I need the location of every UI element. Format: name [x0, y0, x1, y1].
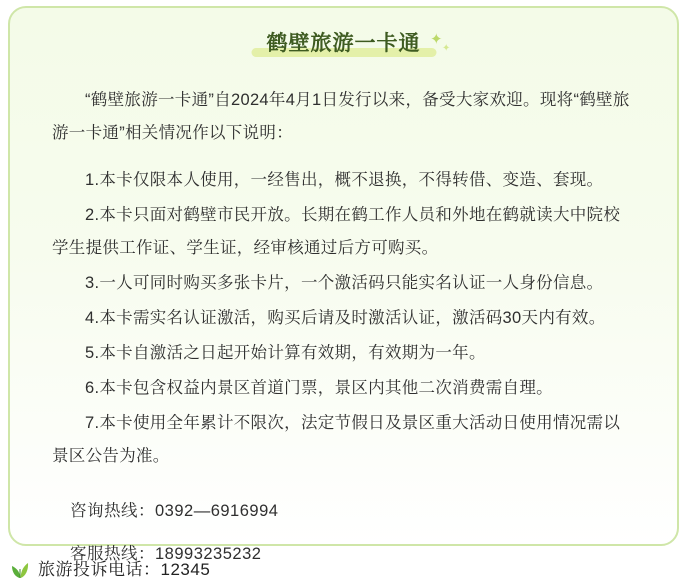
list-item: 4.本卡需实名认证激活，购买后请及时激活认证，激活码30天内有效。	[85, 309, 606, 327]
footer-bar	[0, 555, 687, 580]
complaint-phone-label: 旅游投诉电话：12345	[38, 560, 211, 579]
sparkle-icon: ✦	[430, 31, 443, 48]
service-hotline: 客服热线：18993235232	[70, 545, 262, 563]
card-title-row	[10, 22, 677, 62]
list-item: 7.本卡使用全年累计不限次，法定节假日及景区重大活动日使用情况需以景区公告为准。	[52, 414, 621, 465]
list-item: 2.本卡只面对鹤壁市民开放。长期在鹤工作人员和外地在鹤就读大中院校学生提供工作证、学生证，经审核通过后方可购买。	[52, 206, 621, 257]
phone-leaf-icon	[10, 557, 30, 579]
intro-paragraph: “鹤壁旅游一卡通”自2024年4月1日发行以来，备受大家欢迎。现将“鹤壁旅游一卡通”相关情况作以下说明：	[52, 91, 630, 142]
list-item: 5.本卡自激活之日起开始计算有效期，有效期为一年。	[85, 344, 486, 362]
notice-card	[8, 6, 679, 563]
notice-body	[10, 62, 677, 571]
page-title: 鹤壁旅游一卡通	[266, 32, 421, 55]
list-item: 6.本卡包含权益内景区首道门票，景区内其他二次消费需自理。	[85, 379, 553, 397]
sparkle-small-icon: ✦	[442, 43, 451, 54]
consult-hotline: 咨询热线：0392—6916994	[70, 502, 279, 520]
list-item: 1.本卡仅限本人使用，一经售出，概不退换，不得转借、变造、套现。	[85, 171, 604, 189]
list-item: 3.一人可同时购买多张卡片，一个激活码只能实名认证一人身份信息。	[85, 274, 604, 292]
rules-list	[52, 164, 635, 473]
